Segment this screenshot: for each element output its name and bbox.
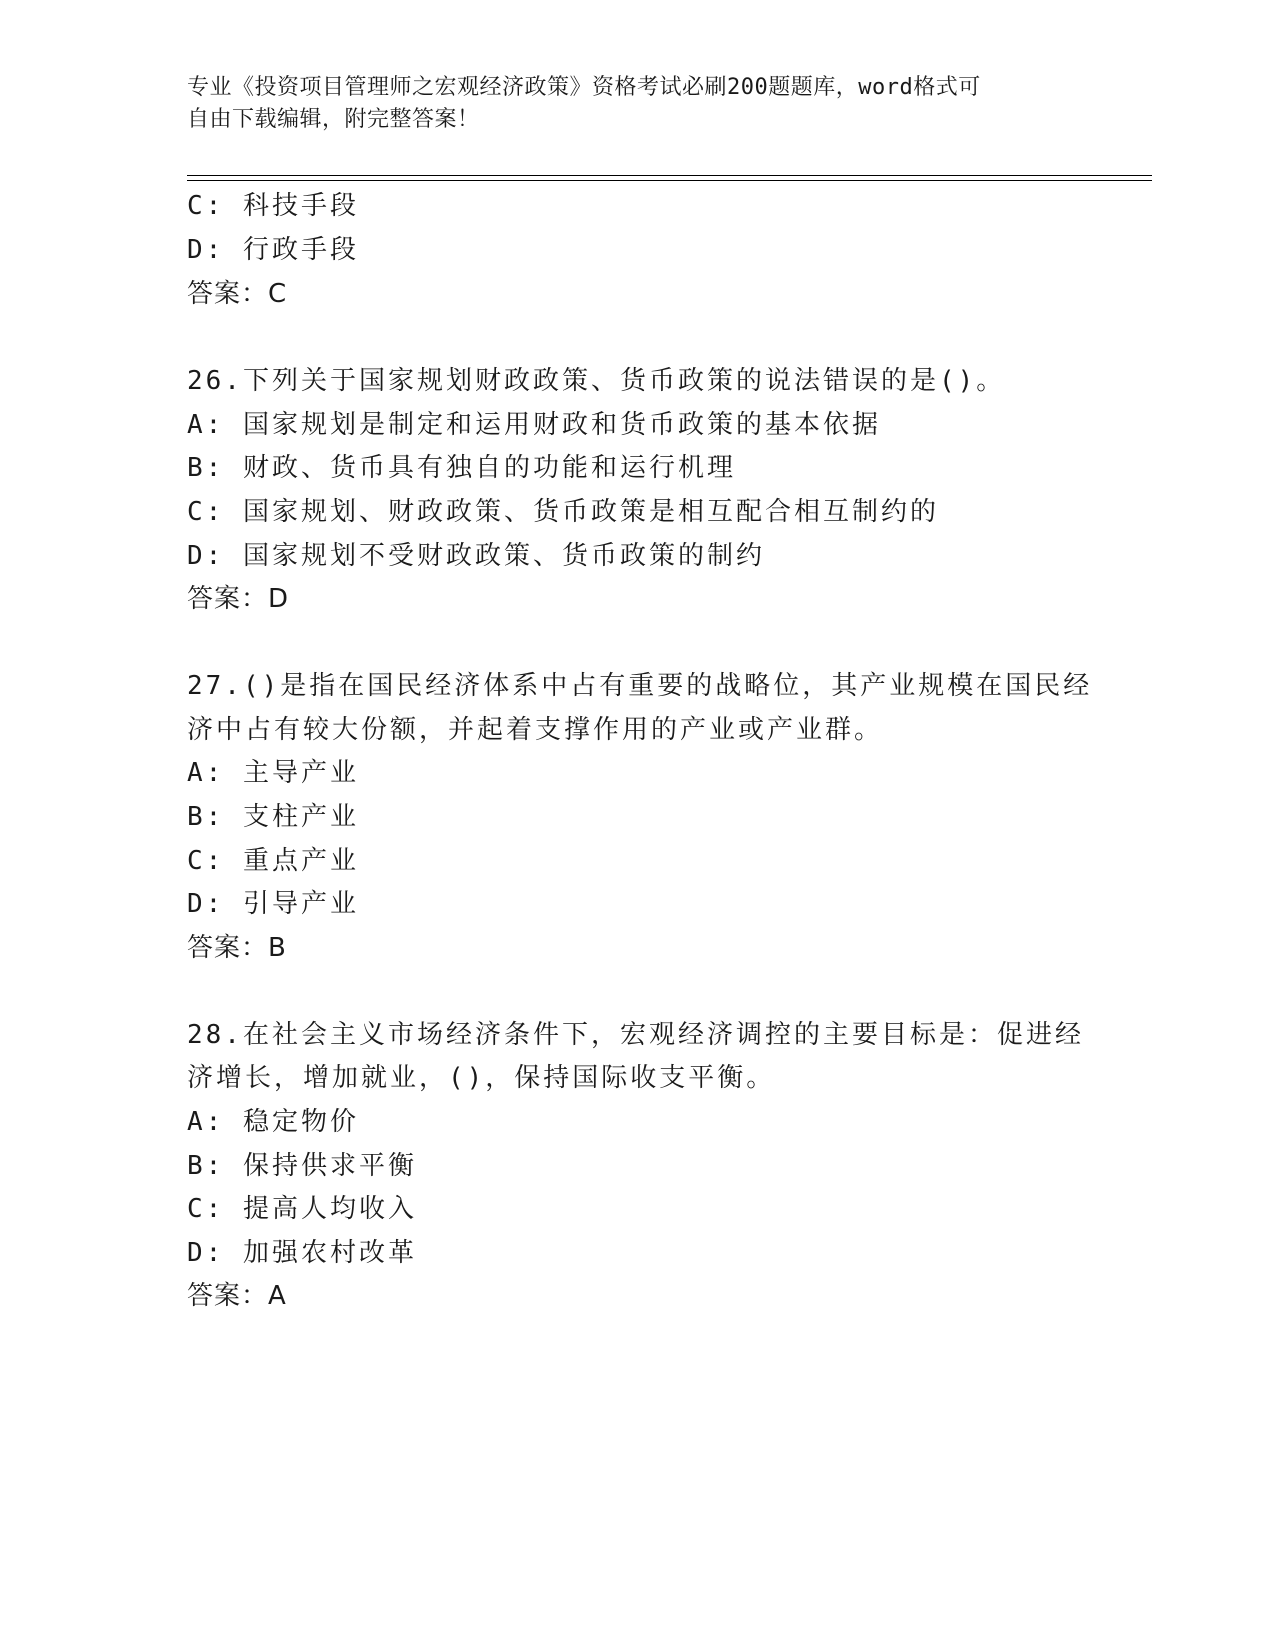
q26-option-b: B: 财政、货币具有独自的功能和运行机理 [187, 453, 736, 483]
q28-option-d: D: 加强农村改革 [187, 1238, 417, 1268]
document-header [187, 72, 1087, 136]
header-title-line-2: 自由下载编辑，附完整答案！ [187, 107, 480, 132]
q25-option-d: D: 行政手段 [187, 235, 359, 265]
header-divider-top [187, 175, 1152, 176]
q27-stem-line-1: 27.()是指在国民经济体系中占有重要的战略位，其产业规模在国民经 [187, 671, 1093, 701]
q28-option-b: B: 保持供求平衡 [187, 1151, 417, 1181]
q28-answer: 答案：A [187, 1281, 287, 1311]
q27-stem-line-2: 济中占有较大份额，并起着支撑作用的产业或产业群。 [187, 715, 884, 745]
q27-option-c: C: 重点产业 [187, 846, 359, 876]
q27-answer: 答案：B [187, 933, 287, 963]
q27-option-a: A: 主导产业 [187, 758, 359, 788]
header-title-line-1: 专业《投资项目管理师之宏观经济政策》资格考试必刷200题题库，word格式可 [187, 75, 981, 100]
q26-answer: 答案：D [187, 584, 290, 614]
q27-option-b: B: 支柱产业 [187, 802, 359, 832]
q28-option-c: C: 提高人均收入 [187, 1194, 417, 1224]
q26-option-c: C: 国家规划、财政政策、货币政策是相互配合相互制约的 [187, 497, 939, 527]
q26-stem: 26.下列关于国家规划财政政策、货币政策的说法错误的是()。 [187, 366, 1006, 396]
header-divider-bottom [187, 180, 1152, 181]
q25-answer: 答案：C [187, 279, 288, 309]
q28-stem-line-1: 28.在社会主义市场经济条件下，宏观经济调控的主要目标是：促进经 [187, 1020, 1084, 1050]
q28-option-a: A: 稳定物价 [187, 1107, 359, 1137]
q28-stem-line-2: 济增长，增加就业，()，保持国际收支平衡。 [187, 1063, 776, 1093]
q25-option-c: C: 科技手段 [187, 191, 359, 221]
q26-option-a: A: 国家规划是制定和运用财政和货币政策的基本依据 [187, 410, 881, 440]
q27-option-d: D: 引导产业 [187, 889, 359, 919]
q26-option-d: D: 国家规划不受财政政策、货币政策的制约 [187, 541, 765, 571]
